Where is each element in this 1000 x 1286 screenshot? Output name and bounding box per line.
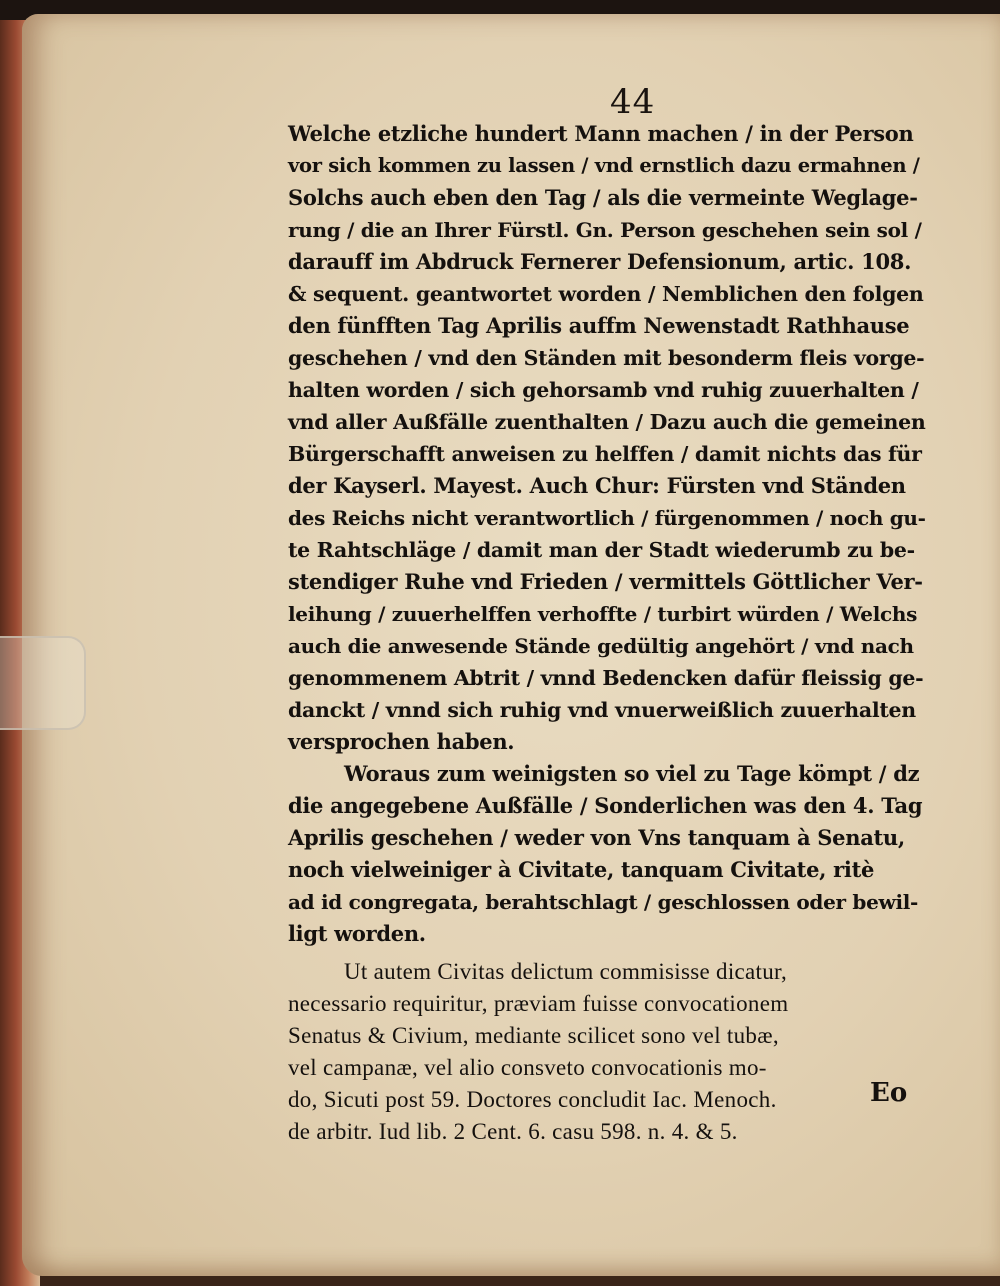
text-line: ligt worden. xyxy=(288,921,426,946)
text-line: versprochen haben. xyxy=(288,729,515,754)
text-line: Welche etzliche hundert Mann machen / in der Person xyxy=(288,121,914,146)
text-line: do, Sicuti post 59. Doctores concludit Iac. Menoch. xyxy=(288,1087,777,1112)
text-line: halten worden / sich gehorsamb vnd ruhig zuuerhalten / xyxy=(288,378,919,402)
page-number: 44 xyxy=(610,82,656,122)
text-line: Solchs auch eben den Tag / als die vermeinte Weglage- xyxy=(288,185,918,210)
text-line: noch vielweiniger à Civitate, tanquam Civitate, ritè xyxy=(288,857,875,882)
paragraph-1 xyxy=(288,118,926,758)
paragraph-3 xyxy=(288,956,918,1148)
page-tab-marker xyxy=(0,636,86,730)
catchword: Eo xyxy=(870,1078,908,1108)
text-line: rung / die an Ihrer Fürstl. Gn. Person geschehen sein sol / xyxy=(288,218,922,242)
text-line: Woraus zum weinigsten so viel zu Tage kömpt / dz xyxy=(344,761,920,786)
text-line: stendiger Ruhe vnd Frieden / vermittels Göttlicher Ver- xyxy=(288,569,923,594)
text-line: vnd aller Außfälle zuenthalten / Dazu auch die gemeinen xyxy=(288,410,926,434)
text-line: te Rahtschläge / damit man der Stadt wiederumb zu be- xyxy=(288,538,915,562)
text-line: der Kayserl. Mayest. Auch Chur: Fürsten vnd Ständen xyxy=(288,473,906,498)
text-line: des Reichs nicht verantwortlich / fürgenommen / noch gu- xyxy=(288,506,926,530)
text-block xyxy=(288,118,926,1148)
text-line: auch die anwesende Stände gedültig angehört / vnd nach xyxy=(288,634,914,658)
text-line: vel campanæ, vel alio consveto convocationis mo- xyxy=(288,1055,767,1080)
text-line: de arbitr. Iud lib. 2 Cent. 6. casu 598. n. 4. & 5. xyxy=(288,1119,738,1144)
text-line: die angegebene Außfälle / Sonderlichen was den 4. Tag xyxy=(288,793,923,818)
text-line: Ut autem Civitas delictum commisisse dicatur, xyxy=(344,959,788,984)
text-line: Senatus & Civium, mediante scilicet sono vel tubæ, xyxy=(288,1023,779,1048)
text-line: Aprilis geschehen / weder von Vns tanquam à Senatu, xyxy=(288,825,905,850)
text-line: Bürgerschafft anweisen zu helffen / damit nichts das für xyxy=(288,442,922,466)
text-line: genommenem Abtrit / vnnd Bedencken dafür fleissig ge- xyxy=(288,666,924,690)
paragraph-2 xyxy=(288,758,923,950)
text-line: danckt / vnnd sich ruhig vnd vnuerweißlich zuuerhalten xyxy=(288,698,916,722)
text-line: darauff im Abdruck Fernerer Defensionum, artic. 108. xyxy=(288,249,912,274)
text-line: den fünfften Tag Aprilis auffm Newenstadt Rathhause xyxy=(288,313,910,338)
text-line: geschehen / vnd den Ständen mit besonderm fleis vorge- xyxy=(288,346,925,370)
text-line: leihung / zuuerhelffen verhoffte / turbirt würden / Welchs xyxy=(288,602,918,626)
text-line: ad id congregata, berahtschlagt / geschlossen oder bewil- xyxy=(288,890,919,914)
text-line: & sequent. geantwortet worden / Nemblichen den folgen xyxy=(288,282,924,306)
text-line: vor sich kommen zu lassen / vnd ernstlich dazu ermahnen / xyxy=(288,154,920,177)
text-line: necessario requiritur, præviam fuisse convocationem xyxy=(288,991,789,1016)
